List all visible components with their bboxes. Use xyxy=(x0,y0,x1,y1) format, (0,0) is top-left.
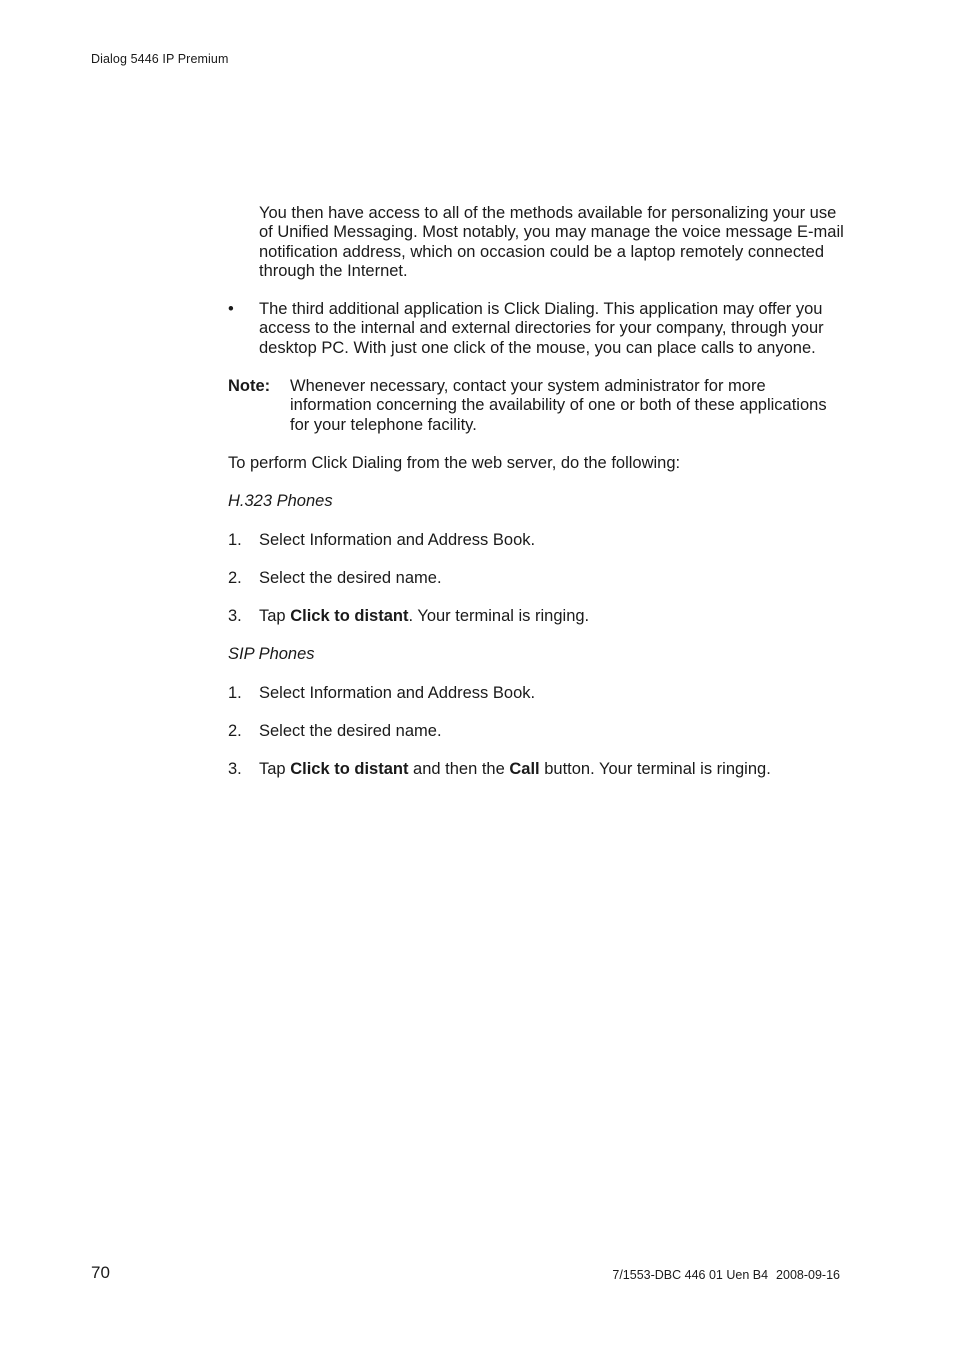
step-number: 3. xyxy=(228,607,242,626)
intro-paragraph: You then have access to all of the methods available for personalizing your use of Unified Messaging. Most notably, you may manage the voice message E-mail notification address, which on occasion could be a laptop remotely connected through the Internet. xyxy=(259,204,844,280)
step-text: Select the desired name. xyxy=(259,722,442,741)
bullet-marker: • xyxy=(228,300,234,319)
instruction-paragraph: To perform Click Dialing from the web server, do the following: xyxy=(228,453,681,472)
step-text-post: button. Your terminal is ringing. xyxy=(539,760,771,779)
step-text: Select Information and Address Book. xyxy=(259,683,536,702)
sip-step-2 xyxy=(228,722,848,741)
step-number: 2. xyxy=(228,722,242,741)
step-text-pre: Tap xyxy=(259,607,291,626)
h323-heading: H.323 Phones xyxy=(228,492,333,511)
note-label: Note: xyxy=(228,377,271,396)
sip-heading: SIP Phones xyxy=(228,645,315,664)
page-number: 70 xyxy=(91,1263,110,1282)
h323-step-1 xyxy=(228,531,848,550)
step-text-mid: and then the xyxy=(408,760,510,779)
step-text xyxy=(259,760,848,779)
sip-step-3 xyxy=(228,760,848,779)
note-block xyxy=(228,377,848,435)
bullet-text: The third additional application is Click Dialing. This application may offer you access to the internal and external directories for your company, through your desktop PC. With just one click of the mouse, you can place calls to anyone. xyxy=(259,300,824,357)
step-number: 1. xyxy=(228,530,242,549)
step-number: 2. xyxy=(228,568,242,587)
sip-step-1 xyxy=(228,684,848,703)
note-text: Whenever necessary, contact your system administrator for more information concerning the availability of one or both of these applications for your telephone facility. xyxy=(290,377,827,434)
click-to-distant-label: Click to distant xyxy=(290,760,409,779)
step-text: Select Information and Address Book. xyxy=(259,530,536,549)
bullet-item xyxy=(228,300,848,358)
running-header: Dialog 5446 IP Premium xyxy=(91,52,229,66)
h323-step-2 xyxy=(228,569,848,588)
step-number: 3. xyxy=(228,760,242,779)
click-to-distant-label: Click to distant xyxy=(290,607,409,626)
h323-step-3 xyxy=(228,607,848,626)
document-id xyxy=(612,1268,840,1282)
page-content xyxy=(228,204,848,799)
step-text-post: . Your terminal is ringing. xyxy=(408,607,590,626)
call-button-label: Call xyxy=(509,760,540,779)
step-text xyxy=(259,607,848,626)
step-text-pre: Tap xyxy=(259,760,291,779)
document-date: 2008-09-16 xyxy=(776,1268,840,1282)
step-text: Select the desired name. xyxy=(259,568,442,587)
step-number: 1. xyxy=(228,683,242,702)
document-number: 7/1553-DBC 446 01 Uen B4 xyxy=(612,1268,769,1282)
